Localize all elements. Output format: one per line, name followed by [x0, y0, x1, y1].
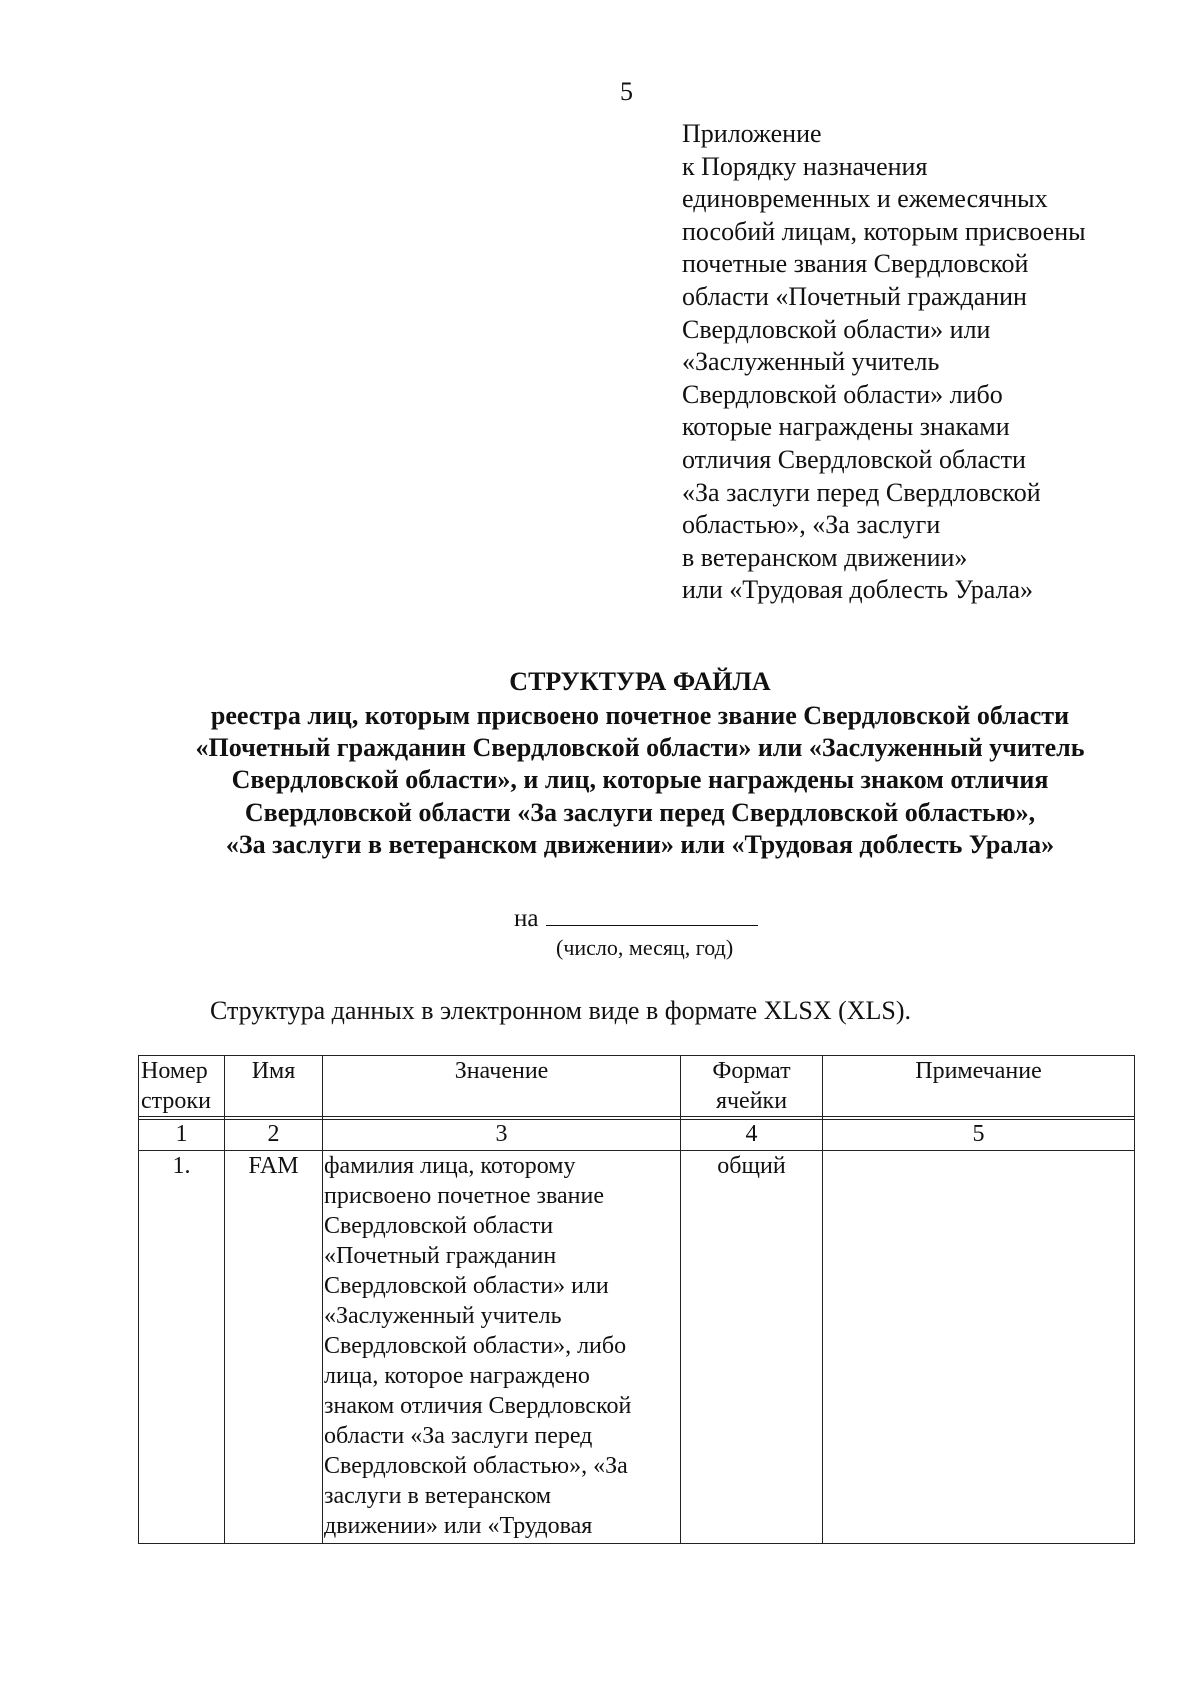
value-line: присвоено почетное звание [324, 1183, 605, 1209]
header-row-number-line: строки [141, 1088, 211, 1114]
header-format-line: ячейки [715, 1088, 788, 1114]
value-line: «Заслуженный учитель [324, 1303, 562, 1329]
header-format [681, 1056, 823, 1117]
date-line [514, 903, 758, 934]
value-line: области «За заслуги перед [324, 1423, 593, 1449]
document-title: СТРУКТУРА ФАЙЛА [509, 667, 771, 696]
value-line: знаком отличия Свердловской [324, 1393, 632, 1419]
column-number: 3 [323, 1120, 681, 1151]
document-subtitle [0, 700, 1200, 861]
value-line: Свердловской областью», «За [324, 1453, 628, 1479]
appendix-reference [682, 118, 1182, 607]
appendix-line: Свердловской области» или [682, 314, 991, 344]
header-row-number-line: Номер [141, 1058, 208, 1084]
appendix-line: в ветеранском движении» [682, 542, 968, 572]
appendix-line: пособий лицам, которым присвоены [682, 216, 1086, 246]
header-value: Значение [323, 1056, 681, 1117]
appendix-line: «За заслуги перед Свердловской [682, 477, 1041, 507]
appendix-line: Приложение [682, 119, 822, 148]
value-line: Свердловской области» или [324, 1273, 609, 1299]
appendix-line: области «Почетный гражданин [682, 281, 1027, 311]
header-format-line: Формат [712, 1058, 791, 1084]
header-note: Примечание [823, 1056, 1135, 1117]
value-line: лица, которое награждено [324, 1363, 590, 1389]
page-number: 5 [620, 77, 633, 106]
column-number: 5 [823, 1120, 1135, 1151]
value-cell [323, 1151, 681, 1544]
structure-table [138, 1055, 1135, 1544]
date-prefix: на [514, 905, 539, 932]
value-line: заслуги в ветеранском [324, 1483, 552, 1509]
value-line: Свердловской области», либо [324, 1333, 627, 1359]
note-cell [823, 1151, 1135, 1544]
subtitle-line: «За заслуги в ветеранском движении» или «Трудовая доблесть Урала» [225, 829, 1055, 859]
appendix-line: «Заслуженный учитель [682, 347, 940, 377]
column-number: 2 [225, 1120, 323, 1151]
column-number: 4 [681, 1120, 823, 1151]
appendix-line: областью», «За заслуги [682, 510, 941, 540]
subtitle-line: «Почетный гражданин Свердловской области» или «Заслуженный учитель [195, 733, 1085, 763]
appendix-line: или «Трудовая доблесть Урала» [682, 575, 1034, 605]
appendix-line: к Порядку назначения [682, 151, 928, 181]
value-line: движении» или «Трудовая [324, 1513, 593, 1539]
appendix-line: Свердловской области» либо [682, 379, 1003, 409]
appendix-line: почетные звания Свердловской [682, 249, 1029, 279]
appendix-line: единовременных и ежемесячных [682, 184, 1048, 214]
value-line: Свердловской области [324, 1213, 554, 1239]
value-line: «Почетный гражданин [324, 1243, 557, 1269]
subtitle-line: Свердловской области», и лиц, которые награждены знаком отличия [231, 765, 1049, 795]
appendix-line: которые награждены знаками [682, 412, 1010, 442]
format-cell: общий [681, 1151, 823, 1544]
column-number: 1 [139, 1120, 225, 1151]
intro-text: Структура данных в электронном виде в формате XLSX (XLS). [210, 996, 912, 1025]
value-text [324, 1151, 678, 1541]
header-name: Имя [225, 1056, 323, 1117]
row-number-cell: 1. [139, 1151, 225, 1544]
subtitle-line: реестра лиц, которым присвоено почетное звание Свердловской области [210, 701, 1070, 730]
header-row-number [139, 1056, 225, 1117]
date-caption: (число, месяц, год) [556, 935, 734, 960]
table-header-row [139, 1056, 1135, 1117]
value-line: фамилия лица, которому [324, 1153, 576, 1179]
field-name-cell: FAM [225, 1151, 323, 1544]
appendix-line: отличия Свердловской области [682, 444, 1026, 474]
column-number-row [139, 1120, 1135, 1151]
date-blank-field [546, 903, 758, 926]
subtitle-line: Свердловской области «За заслуги перед Свердловской областью», [244, 797, 1036, 827]
table-row [139, 1151, 1135, 1544]
